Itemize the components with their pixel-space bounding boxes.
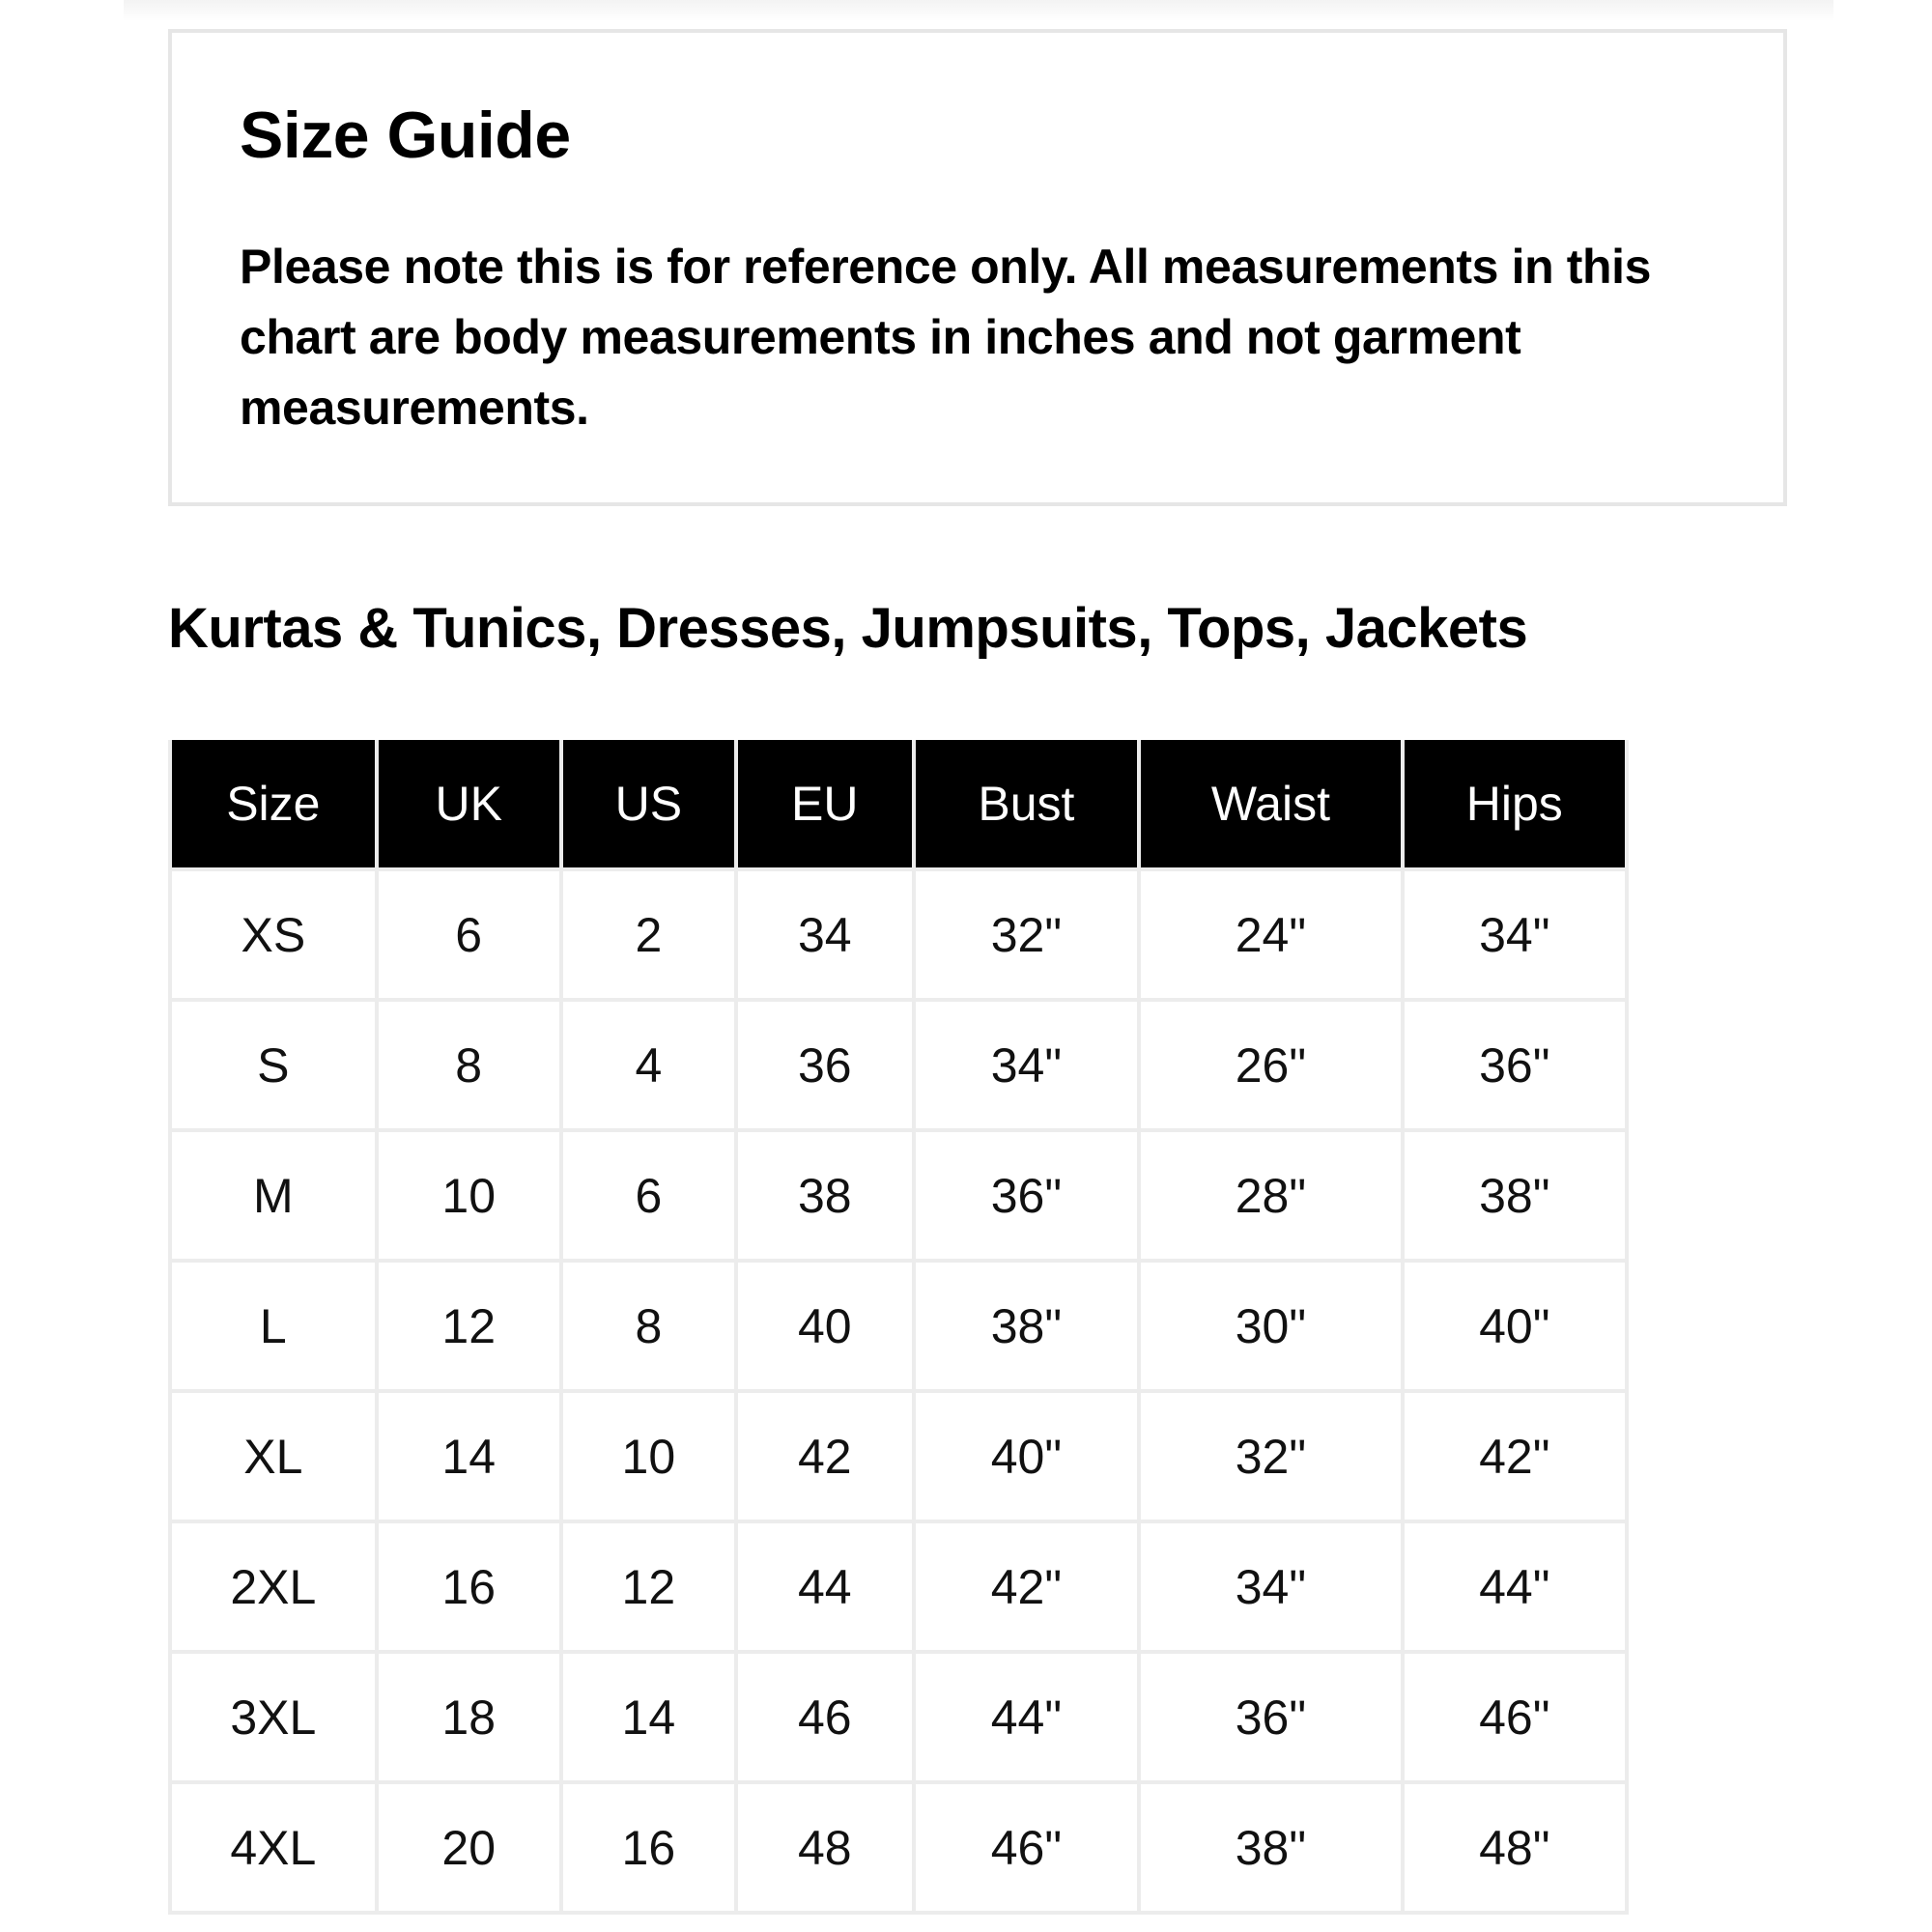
cell-waist: 24" — [1139, 869, 1402, 1000]
cell-us: 10 — [561, 1391, 736, 1521]
cell-us: 4 — [561, 1000, 736, 1130]
cell-uk: 6 — [377, 869, 561, 1000]
cell-waist: 38" — [1139, 1782, 1402, 1913]
cell-bust: 44" — [914, 1652, 1140, 1782]
column-header-waist: Waist — [1139, 740, 1402, 869]
cell-us: 6 — [561, 1130, 736, 1261]
cell-size: XS — [170, 869, 377, 1000]
cell-size: XL — [170, 1391, 377, 1521]
cell-waist: 32" — [1139, 1391, 1402, 1521]
cell-uk: 14 — [377, 1391, 561, 1521]
section-title: Kurtas & Tunics, Dresses, Jumpsuits, Tops, Jackets — [168, 597, 1528, 660]
cell-uk: 12 — [377, 1261, 561, 1391]
cell-uk: 10 — [377, 1130, 561, 1261]
cell-eu: 34 — [736, 869, 914, 1000]
cell-us: 14 — [561, 1652, 736, 1782]
cell-bust: 46" — [914, 1782, 1140, 1913]
size-chart-table — [168, 740, 1629, 1915]
column-header-uk: UK — [377, 740, 561, 869]
cell-eu: 44 — [736, 1521, 914, 1652]
cell-waist: 34" — [1139, 1521, 1402, 1652]
size-guide-note — [168, 29, 1787, 506]
cell-hips: 44" — [1403, 1521, 1627, 1652]
cell-waist: 28" — [1139, 1130, 1402, 1261]
table-row — [170, 1130, 1627, 1261]
table-row — [170, 1652, 1627, 1782]
cell-bust: 34" — [914, 1000, 1140, 1130]
cell-hips: 34" — [1403, 869, 1627, 1000]
cell-waist: 36" — [1139, 1652, 1402, 1782]
cell-size: 3XL — [170, 1652, 377, 1782]
column-header-bust: Bust — [914, 740, 1140, 869]
cell-hips: 40" — [1403, 1261, 1627, 1391]
cell-size: L — [170, 1261, 377, 1391]
column-header-eu: EU — [736, 740, 914, 869]
table-header-row — [170, 740, 1627, 869]
cell-waist: 26" — [1139, 1000, 1402, 1130]
cell-bust: 40" — [914, 1391, 1140, 1521]
cell-hips: 42" — [1403, 1391, 1627, 1521]
table-row — [170, 1261, 1627, 1391]
cell-eu: 38 — [736, 1130, 914, 1261]
cell-bust: 38" — [914, 1261, 1140, 1391]
cell-hips: 38" — [1403, 1130, 1627, 1261]
cell-eu: 40 — [736, 1261, 914, 1391]
cell-size: S — [170, 1000, 377, 1130]
cell-uk: 20 — [377, 1782, 561, 1913]
cell-waist: 30" — [1139, 1261, 1402, 1391]
cell-size: M — [170, 1130, 377, 1261]
reference-note: Please note this is for reference only. All measurements in this chart are body measurements in inches and not garment measurements. — [240, 240, 1651, 435]
column-header-us: US — [561, 740, 736, 869]
column-header-size: Size — [170, 740, 377, 869]
cell-bust: 42" — [914, 1521, 1140, 1652]
top-divider — [124, 0, 1833, 21]
table-row — [170, 1000, 1627, 1130]
cell-hips: 36" — [1403, 1000, 1627, 1130]
cell-us: 2 — [561, 869, 736, 1000]
cell-uk: 8 — [377, 1000, 561, 1130]
cell-us: 16 — [561, 1782, 736, 1913]
cell-size: 2XL — [170, 1521, 377, 1652]
cell-eu: 48 — [736, 1782, 914, 1913]
page-title: Size Guide — [240, 99, 571, 172]
cell-hips: 48" — [1403, 1782, 1627, 1913]
cell-bust: 32" — [914, 869, 1140, 1000]
cell-uk: 16 — [377, 1521, 561, 1652]
cell-eu: 42 — [736, 1391, 914, 1521]
cell-uk: 18 — [377, 1652, 561, 1782]
table-row — [170, 1782, 1627, 1913]
table-row — [170, 1391, 1627, 1521]
cell-us: 12 — [561, 1521, 736, 1652]
cell-size: 4XL — [170, 1782, 377, 1913]
cell-us: 8 — [561, 1261, 736, 1391]
cell-hips: 46" — [1403, 1652, 1627, 1782]
table-row — [170, 1521, 1627, 1652]
table-row — [170, 869, 1627, 1000]
cell-eu: 46 — [736, 1652, 914, 1782]
cell-bust: 36" — [914, 1130, 1140, 1261]
column-header-hips: Hips — [1403, 740, 1627, 869]
cell-eu: 36 — [736, 1000, 914, 1130]
